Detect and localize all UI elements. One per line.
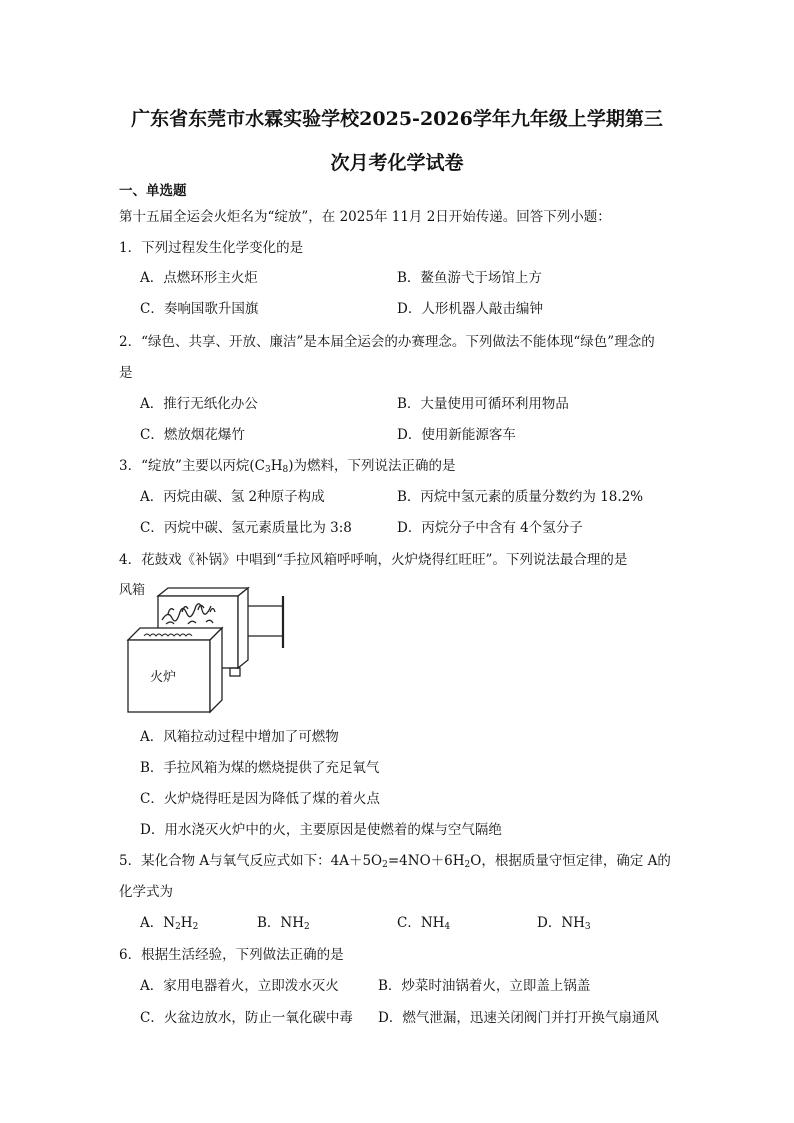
section-heading: 一、单选题 bbox=[119, 183, 187, 199]
question-5-option-a bbox=[140, 914, 198, 932]
question-2-stem-line-2: 是 bbox=[119, 365, 133, 381]
question-5-option-c bbox=[397, 914, 450, 932]
hydrogen-symbol: H bbox=[270, 458, 283, 474]
question-5-stem-mid: =4NO＋6H bbox=[387, 853, 465, 869]
question-5-option-d bbox=[537, 914, 591, 932]
question-5-stem-post: O，根据质量守恒定律，确定 A的 bbox=[470, 853, 671, 869]
question-1-option-c: C．奏响国歌升国旗 bbox=[140, 301, 259, 317]
water-hydrogen-subscript: 2 bbox=[464, 860, 471, 870]
question-1-option-d: D．人形机器人敲击编钟 bbox=[397, 301, 543, 317]
option-a-text: A．N bbox=[140, 915, 176, 931]
bellows-stove-figure bbox=[118, 578, 298, 716]
option-d-text: D．NH bbox=[537, 915, 585, 931]
question-6-option-d: D．燃气泄漏，迅速关闭阀门并打开换气扇通风 bbox=[378, 1010, 659, 1026]
question-6-option-b: B．炒菜时油锅着火，立即盖上锅盖 bbox=[378, 978, 591, 994]
question-2-option-d: D．使用新能源客车 bbox=[397, 427, 516, 443]
option-d-subscript: 3 bbox=[584, 922, 591, 932]
question-3-option-b: B．丙烷中氢元素的质量分数约为 18.2% bbox=[397, 489, 644, 505]
option-a-h-subscript: 2 bbox=[192, 922, 199, 932]
question-1-option-a: A．点燃环形主火炬 bbox=[140, 270, 258, 286]
bellows-label: 风箱 bbox=[119, 583, 146, 598]
question-3-option-d: D．丙烷分子中含有 4个氢分子 bbox=[397, 520, 583, 536]
oxygen-subscript: 2 bbox=[382, 860, 388, 870]
question-5-stem-pre: 5．某化合物 A与氧气反应式如下：4A＋5O bbox=[119, 853, 383, 869]
stove-label: 火炉 bbox=[150, 670, 177, 685]
hydrogen-subscript: 8 bbox=[282, 465, 289, 475]
question-5-stem-line-1 bbox=[119, 852, 671, 870]
question-6-stem: 6．根据生活经验，下列做法正确的是 bbox=[119, 947, 344, 963]
question-5-stem-line-2: 化学式为 bbox=[119, 884, 173, 900]
option-a-n-subscript: 2 bbox=[175, 922, 181, 932]
option-b-text: B．NH bbox=[257, 915, 305, 931]
question-4-option-d: D．用水浇灭火炉中的火，主要原因是使燃着的煤与空气隔绝 bbox=[140, 822, 502, 838]
question-6-option-a: A．家用电器着火，立即泼水灭火 bbox=[140, 978, 339, 994]
question-4-option-a: A．风箱拉动过程中增加了可燃物 bbox=[140, 729, 339, 745]
question-5-option-b bbox=[257, 914, 310, 932]
question-3-option-a: A．丙烷由碳、氢 2种原子构成 bbox=[140, 489, 325, 505]
question-1-option-b: B．鳌鱼游弋于场馆上方 bbox=[397, 270, 542, 286]
option-a-h: H bbox=[180, 915, 193, 931]
intro-text: 第十五届全运会火炬名为“绽放”，在 2025年 11月 2日开始传递。回答下列小题： bbox=[119, 209, 611, 225]
question-3-stem-post: )为燃料，下列说法正确的是 bbox=[288, 458, 456, 474]
question-2-option-a: A．推行无纸化办公 bbox=[140, 396, 258, 412]
question-2-stem-line-1: 2．“绿色、共享、开放、廉洁”是本届全运会的办赛理念。下列做法不能体现“绿色”理念的 bbox=[119, 334, 655, 350]
question-3-stem bbox=[119, 457, 456, 475]
option-b-subscript: 2 bbox=[304, 922, 310, 932]
exam-title-line-2: 次月考化学试卷 bbox=[330, 152, 464, 174]
question-4-option-c: C．火炉烧得旺是因为降低了煤的着火点 bbox=[140, 791, 380, 807]
option-c-subscript: 4 bbox=[444, 922, 451, 932]
question-2-option-b: B．大量使用可循环利用物品 bbox=[397, 396, 569, 412]
question-4-stem: 4．花鼓戏《补锅》中唱到“手拉风箱呼呼响，火炉烧得红旺旺”。下列说法最合理的是 bbox=[119, 552, 628, 568]
question-3-stem-pre: 3．“绽放”主要以丙烷(C bbox=[119, 458, 265, 474]
exam-title-line-1: 广东省东莞市水霖实验学校2025-2026学年九年级上学期第三 bbox=[131, 108, 663, 130]
question-6-option-c: C．火盆边放水，防止一氧化碳中毒 bbox=[140, 1010, 353, 1026]
option-c-text: C．NH bbox=[397, 915, 445, 931]
carbon-subscript: 3 bbox=[265, 465, 271, 475]
question-3-option-c: C．丙烷中碳、氢元素质量比为 3:8 bbox=[140, 520, 352, 536]
question-1-stem: 1．下列过程发生化学变化的是 bbox=[119, 240, 304, 256]
question-4-option-b: B．手拉风箱为煤的燃烧提供了充足氧气 bbox=[140, 760, 380, 776]
question-2-option-c: C．燃放烟花爆竹 bbox=[140, 427, 245, 443]
